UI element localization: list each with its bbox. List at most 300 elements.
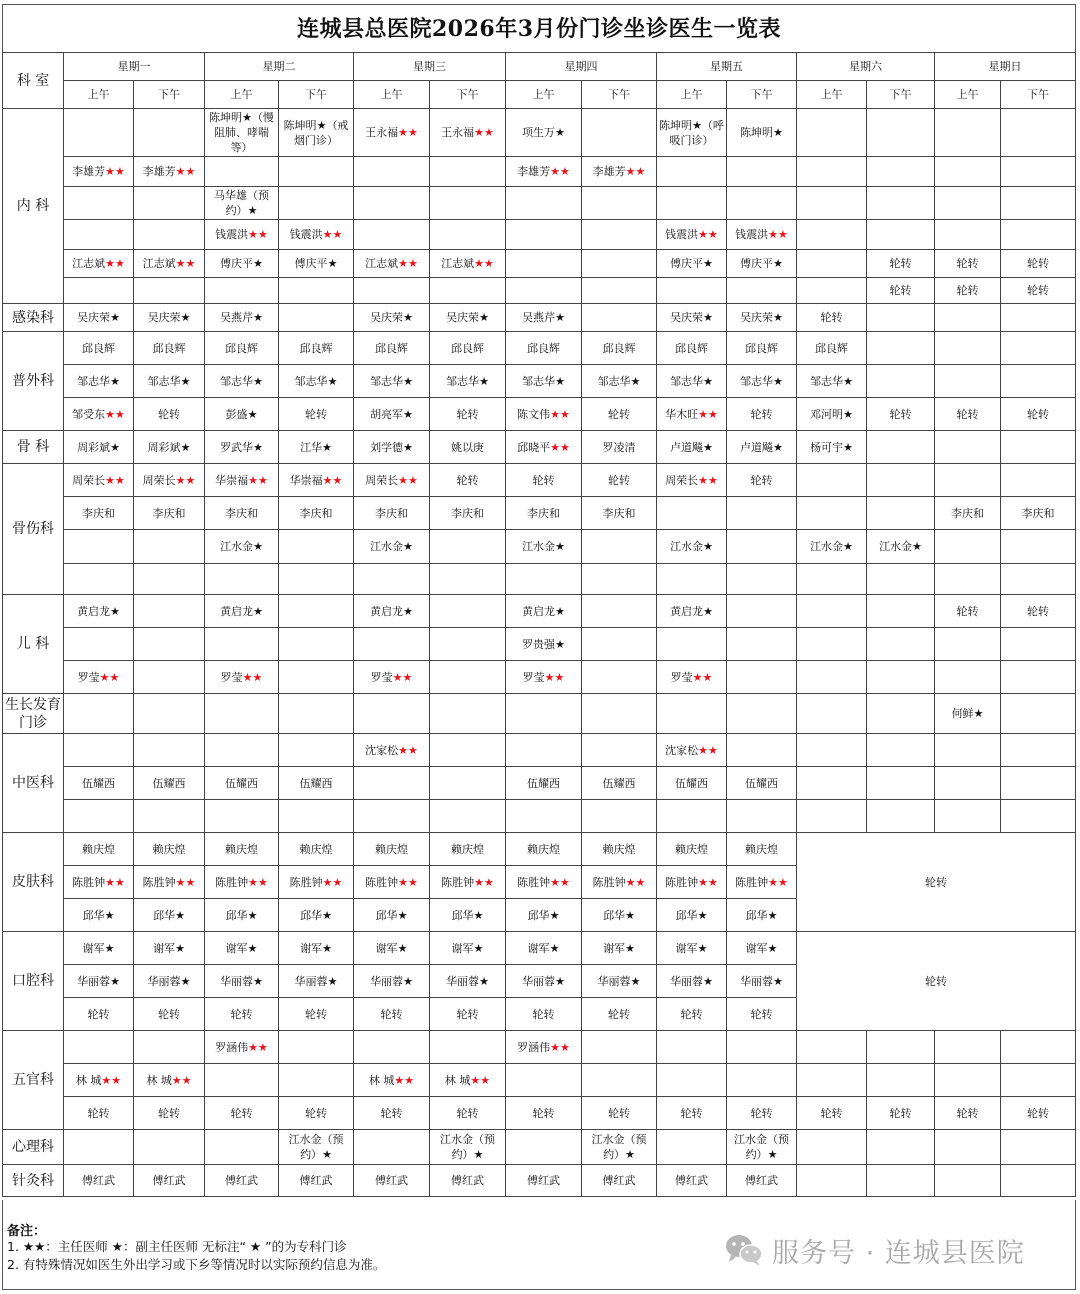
associate-physician-star-icon: ★ — [110, 374, 120, 388]
doctor-cell — [430, 1031, 506, 1064]
doctor-cell: 黄启龙★ — [354, 595, 430, 628]
associate-physician-star-icon: ★ — [175, 941, 185, 955]
doctor-cell — [354, 628, 430, 661]
doctor-cell — [354, 157, 430, 187]
chief-physician-star-icon: ★★ — [322, 473, 343, 487]
chief-physician-star-icon: ★★ — [470, 1073, 491, 1087]
doctor-cell — [279, 628, 354, 661]
doctor-cell: 钱震洪★★ — [279, 220, 354, 250]
doctor-cell: 轮转 — [430, 464, 506, 497]
doctor-cell: 罗涵伟★★ — [205, 1031, 279, 1064]
doctor-cell: 罗贵强★ — [506, 628, 582, 661]
associate-physician-star-icon: ★ — [555, 126, 565, 139]
doctor-cell — [867, 497, 935, 530]
associate-physician-star-icon: ★ — [912, 540, 922, 553]
doctor-cell — [64, 628, 134, 661]
department-header: 科 室 — [3, 53, 64, 109]
doctor-cell — [935, 464, 1001, 497]
doctor-cell: 轮转 — [64, 998, 134, 1031]
doctor-cell: 华崇福★★ — [279, 464, 354, 497]
afternoon-header: 下午 — [727, 81, 797, 109]
associate-physician-star-icon: ★ — [322, 941, 332, 955]
schedule-row — [3, 497, 1076, 530]
doctor-cell: 邱晓平★★ — [506, 431, 582, 464]
doctor-cell: 邱良辉 — [354, 332, 430, 365]
doctor-cell — [935, 1064, 1001, 1097]
doctor-cell: 轮转 — [797, 1097, 867, 1130]
associate-physician-star-icon: ★ — [703, 311, 713, 324]
chief-physician-star-icon: ★★ — [398, 257, 418, 270]
morning-header: 上午 — [354, 81, 430, 109]
doctor-cell: 赖庆煌 — [354, 833, 430, 866]
doctor-cell: 轮转 — [935, 398, 1001, 431]
doctor-cell — [354, 1031, 430, 1064]
doctor-cell: 轮转 — [64, 1097, 134, 1130]
doctor-cell: 林 城★★ — [134, 1064, 205, 1097]
doctor-cell: 罗莹★★ — [354, 661, 430, 694]
associate-physician-star-icon: ★ — [180, 374, 191, 388]
associate-physician-star-icon: ★ — [403, 407, 413, 421]
chief-physician-star-icon: ★★ — [175, 257, 196, 270]
doctor-cell — [354, 564, 430, 595]
schedule-row — [3, 1130, 1076, 1165]
associate-physician-star-icon: ★ — [110, 440, 120, 454]
doctor-cell: 邱华★ — [582, 899, 657, 932]
doctor-cell — [1001, 734, 1076, 767]
doctor-cell: 轮转 — [582, 998, 657, 1031]
doctor-cell: 李雄芳★★ — [64, 157, 134, 187]
doctor-cell: 邱华★ — [727, 899, 797, 932]
doctor-cell — [506, 187, 582, 220]
doctor-cell: 林 城★★ — [430, 1064, 506, 1097]
doctor-cell — [1001, 304, 1076, 332]
chief-physician-star-icon: ★★ — [692, 670, 713, 684]
associate-physician-star-icon: ★ — [247, 407, 258, 421]
chief-physician-star-icon: ★★ — [322, 875, 343, 889]
doctor-cell: 谢军★ — [205, 932, 279, 965]
wechat-icon — [724, 1232, 764, 1268]
associate-physician-star-icon: ★ — [843, 407, 853, 421]
doctor-cell — [797, 464, 867, 497]
doctor-cell — [64, 220, 134, 250]
doctor-cell: 赖庆煌 — [134, 833, 205, 866]
associate-physician-star-icon: ★ — [555, 974, 565, 988]
doctor-cell — [279, 304, 354, 332]
doctor-cell — [935, 109, 1001, 157]
doctor-cell — [205, 278, 279, 304]
doctor-cell: 罗凌清 — [582, 431, 657, 464]
afternoon-header: 下午 — [134, 81, 205, 109]
department-name: 针灸科 — [3, 1165, 64, 1197]
doctor-cell: 赖庆煌 — [727, 833, 797, 866]
schedule-row — [3, 661, 1076, 694]
doctor-cell — [205, 1064, 279, 1097]
doctor-cell: 李雄芳★★ — [134, 157, 205, 187]
doctor-cell: 傅红武 — [430, 1165, 506, 1197]
doctor-cell — [797, 1165, 867, 1197]
schedule-row — [3, 220, 1076, 250]
chief-physician-star-icon: ★★ — [768, 875, 788, 889]
doctor-cell: 伍耀西 — [506, 767, 582, 800]
doctor-cell: 陈胜钟★★ — [205, 866, 279, 899]
chief-physician-star-icon: ★★ — [398, 473, 418, 487]
doctor-cell: 邱华★ — [430, 899, 506, 932]
doctor-cell — [279, 157, 354, 187]
doctor-cell: 轮转 — [134, 1097, 205, 1130]
doctor-cell: 谢军★ — [506, 932, 582, 965]
doctor-cell: 谢军★ — [134, 932, 205, 965]
doctor-cell — [582, 278, 657, 304]
doctor-cell — [1001, 767, 1076, 800]
doctor-cell: 轮转 — [354, 998, 430, 1031]
weekday-header: 星期二 — [205, 53, 354, 81]
department-name: 皮肤科 — [3, 833, 64, 932]
doctor-cell: 轮转 — [430, 1097, 506, 1130]
doctor-cell — [657, 187, 727, 220]
doctor-cell: 赖庆煌 — [279, 833, 354, 866]
watermark — [724, 1228, 1025, 1272]
doctor-cell — [867, 628, 935, 661]
doctor-cell — [205, 800, 279, 833]
doctor-cell — [797, 109, 867, 157]
doctor-cell: 邹志华★ — [64, 365, 134, 398]
associate-physician-star-icon: ★ — [843, 540, 853, 553]
associate-physician-star-icon: ★ — [403, 311, 413, 324]
doctor-cell: 轮转 — [935, 595, 1001, 628]
doctor-cell — [64, 530, 134, 564]
doctor-cell: 吴燕芹★ — [506, 304, 582, 332]
doctor-cell — [134, 1031, 205, 1064]
associate-physician-star-icon: ★ — [473, 1148, 484, 1161]
doctor-cell: 邹志华★ — [279, 365, 354, 398]
department-name: 生长发育门诊 — [3, 694, 64, 734]
schedule-table — [2, 52, 1076, 1197]
doctor-cell — [279, 278, 354, 304]
doctor-cell — [1001, 694, 1076, 734]
chief-physician-star-icon: ★★ — [392, 670, 413, 684]
department-name: 骨 科 — [3, 431, 64, 464]
schedule-row — [3, 628, 1076, 661]
associate-physician-star-icon: ★ — [692, 118, 702, 132]
doctor-cell — [797, 628, 867, 661]
associate-physician-star-icon: ★ — [247, 941, 258, 955]
watermark-text: 服务号 · 连城县医院 — [772, 1237, 1025, 1269]
schedule-row — [3, 398, 1076, 431]
associate-physician-star-icon: ★ — [549, 908, 560, 922]
schedule-row — [3, 431, 1076, 464]
doctor-cell — [506, 1064, 582, 1097]
doctor-cell: 黄启龙★ — [205, 595, 279, 628]
associate-physician-star-icon: ★ — [767, 908, 778, 922]
chief-physician-star-icon: ★★ — [550, 1040, 570, 1054]
doctor-cell: 李庆和 — [430, 497, 506, 530]
doctor-cell — [506, 1130, 582, 1165]
doctor-cell — [657, 157, 727, 187]
doctor-cell — [867, 187, 935, 220]
department-name: 中医科 — [3, 734, 64, 833]
doctor-cell: 陈坤明★（戒烟门诊） — [279, 109, 354, 157]
associate-physician-star-icon: ★ — [327, 974, 338, 988]
doctor-cell: 周荣长★★ — [354, 464, 430, 497]
associate-physician-star-icon: ★ — [555, 311, 565, 324]
afternoon-header: 下午 — [1001, 81, 1076, 109]
associate-physician-star-icon: ★ — [630, 974, 641, 988]
doctor-cell: 吴庆荣★ — [657, 304, 727, 332]
schedule-row — [3, 250, 1076, 278]
doctor-cell: 赖庆煌 — [657, 833, 727, 866]
doctor-cell: 轮转 — [1001, 1097, 1076, 1130]
doctor-cell — [582, 661, 657, 694]
doctor-cell: 吴庆荣★ — [727, 304, 797, 332]
associate-physician-star-icon: ★ — [479, 311, 489, 324]
associate-physician-star-icon: ★ — [403, 540, 413, 553]
doctor-cell — [279, 564, 354, 595]
doctor-cell: 周荣长★★ — [134, 464, 205, 497]
doctor-cell: 李庆和 — [1001, 497, 1076, 530]
chief-physician-star-icon: ★★ — [698, 407, 718, 421]
chief-physician-star-icon: ★★ — [99, 670, 120, 684]
doctor-cell — [867, 304, 935, 332]
doctor-cell — [582, 109, 657, 157]
associate-physician-star-icon: ★ — [403, 440, 413, 454]
associate-physician-star-icon: ★ — [253, 257, 263, 270]
doctor-cell: 轮转 — [867, 278, 935, 304]
chief-physician-star-icon: ★★ — [322, 228, 343, 241]
doctor-cell — [205, 734, 279, 767]
doctor-cell: 彭盛★ — [205, 398, 279, 431]
doctor-cell: 轮转 — [1001, 595, 1076, 628]
chief-physician-star-icon: ★★ — [625, 165, 646, 178]
doctor-cell: 轮转 — [1001, 278, 1076, 304]
doctor-cell: 轮转 — [582, 1097, 657, 1130]
page-title: 连城县总医院2026年3月份门诊坐诊医生一览表 — [2, 4, 1076, 52]
doctor-cell: 轮转 — [727, 464, 797, 497]
doctor-cell: 华丽蓉★ — [205, 965, 279, 998]
doctor-cell — [867, 694, 935, 734]
associate-physician-star-icon: ★ — [247, 908, 258, 922]
associate-physician-star-icon: ★ — [555, 637, 565, 651]
doctor-cell — [727, 278, 797, 304]
doctor-cell — [279, 187, 354, 220]
doctor-cell — [797, 220, 867, 250]
chief-physician-star-icon: ★★ — [171, 1073, 192, 1087]
weekend-rotation-cell: 轮转 — [797, 932, 1076, 1031]
doctor-cell — [354, 767, 430, 800]
doctor-cell: 林 城★★ — [64, 1064, 134, 1097]
weekday-header: 星期一 — [64, 53, 205, 81]
doctor-cell: 伍耀西 — [657, 767, 727, 800]
associate-physician-star-icon: ★ — [242, 111, 252, 124]
doctor-cell — [134, 694, 205, 734]
doctor-cell — [867, 1031, 935, 1064]
schedule-row — [3, 800, 1076, 833]
doctor-cell: 李庆和 — [935, 497, 1001, 530]
doctor-cell: 江志斌★★ — [430, 250, 506, 278]
doctor-cell — [279, 661, 354, 694]
doctor-cell: 李庆和 — [582, 497, 657, 530]
doctor-cell — [64, 109, 134, 157]
doctor-cell — [506, 800, 582, 833]
doctor-cell: 陈胜钟★★ — [727, 866, 797, 899]
doctor-cell — [935, 767, 1001, 800]
doctor-cell — [279, 1064, 354, 1097]
doctor-cell: 李雄芳★★ — [582, 157, 657, 187]
doctor-cell — [935, 661, 1001, 694]
doctor-cell: 邹受东★★ — [64, 398, 134, 431]
doctor-cell — [1001, 157, 1076, 187]
doctor-cell: 谢军★ — [582, 932, 657, 965]
doctor-cell — [1001, 800, 1076, 833]
doctor-cell: 华丽蓉★ — [430, 965, 506, 998]
doctor-cell — [430, 595, 506, 628]
notes-line-1: 1. ★★：主任医师 ★：副主任医师 无标注“ ★ ”的为专科门诊 — [7, 1239, 347, 1254]
schedule-row — [3, 1064, 1076, 1097]
doctor-cell: 卢道飚★ — [657, 431, 727, 464]
schedule-row — [3, 932, 1076, 965]
notes-line-2: 2. 有特殊情况如医生外出学习或下乡等情况时以实际预约信息为准。 — [7, 1257, 386, 1272]
doctor-cell — [867, 1130, 935, 1165]
doctor-cell: 吴庆荣★ — [134, 304, 205, 332]
doctor-cell — [279, 1031, 354, 1064]
doctor-cell: 邱良辉 — [134, 332, 205, 365]
associate-physician-star-icon: ★ — [555, 540, 565, 553]
doctor-cell — [430, 530, 506, 564]
doctor-cell — [582, 304, 657, 332]
doctor-cell — [867, 595, 935, 628]
afternoon-header: 下午 — [279, 81, 354, 109]
doctor-cell: 伍耀西 — [582, 767, 657, 800]
doctor-cell — [867, 767, 935, 800]
chief-physician-star-icon: ★★ — [105, 875, 125, 889]
associate-physician-star-icon: ★ — [703, 374, 713, 388]
chief-physician-star-icon: ★★ — [625, 875, 646, 889]
doctor-cell: 邹志华★ — [430, 365, 506, 398]
associate-physician-star-icon: ★ — [110, 974, 120, 988]
chief-physician-star-icon: ★★ — [550, 875, 570, 889]
doctor-cell — [657, 628, 727, 661]
chief-physician-star-icon: ★★ — [242, 670, 263, 684]
doctor-cell: 轮转 — [935, 250, 1001, 278]
chief-physician-star-icon: ★★ — [550, 440, 570, 454]
doctor-cell: 江华★ — [279, 431, 354, 464]
doctor-cell: 轮转 — [867, 1097, 935, 1130]
doctor-cell — [506, 734, 582, 767]
doctor-cell — [935, 1130, 1001, 1165]
doctor-cell: 轮转 — [430, 398, 506, 431]
doctor-cell — [582, 595, 657, 628]
doctor-cell: 轮转 — [935, 278, 1001, 304]
associate-physician-star-icon: ★ — [247, 204, 258, 217]
doctor-cell: 华丽蓉★ — [134, 965, 205, 998]
doctor-cell — [134, 595, 205, 628]
doctor-cell — [582, 530, 657, 564]
doctor-cell — [727, 530, 797, 564]
doctor-cell: 赖庆煌 — [64, 833, 134, 866]
doctor-cell: 陈胜钟★★ — [657, 866, 727, 899]
doctor-cell: 吴庆荣★ — [64, 304, 134, 332]
doctor-cell: 轮转 — [1001, 398, 1076, 431]
doctor-cell: 陈胜钟★★ — [64, 866, 134, 899]
doctor-cell — [797, 694, 867, 734]
doctor-cell: 江水金★ — [797, 530, 867, 564]
doctor-cell — [797, 595, 867, 628]
doctor-cell: 江水金★ — [205, 530, 279, 564]
doctor-cell — [582, 564, 657, 595]
doctor-cell — [797, 187, 867, 220]
doctor-cell — [935, 800, 1001, 833]
doctor-cell — [867, 661, 935, 694]
morning-header: 上午 — [797, 81, 867, 109]
doctor-cell — [867, 734, 935, 767]
chief-physician-star-icon: ★★ — [248, 1040, 268, 1054]
associate-physician-star-icon: ★ — [555, 374, 565, 388]
doctor-cell: 傅红武 — [354, 1165, 430, 1197]
chief-physician-star-icon: ★★ — [248, 473, 268, 487]
doctor-cell — [506, 220, 582, 250]
doctor-cell: 轮转 — [354, 1097, 430, 1130]
doctor-cell: 华崇福★★ — [205, 464, 279, 497]
doctor-cell: 李庆和 — [134, 497, 205, 530]
doctor-cell: 华丽蓉★ — [354, 965, 430, 998]
doctor-cell: 江志斌★★ — [64, 250, 134, 278]
doctor-cell: 李庆和 — [354, 497, 430, 530]
doctor-cell — [935, 157, 1001, 187]
weekday-header: 星期日 — [935, 53, 1076, 81]
doctor-cell — [797, 1130, 867, 1165]
doctor-cell — [64, 564, 134, 595]
doctor-cell — [1001, 1130, 1076, 1165]
doctor-cell — [64, 734, 134, 767]
doctor-cell — [430, 694, 506, 734]
doctor-cell: 华丽蓉★ — [279, 965, 354, 998]
doctor-cell — [354, 278, 430, 304]
doctor-cell — [582, 1031, 657, 1064]
doctor-cell: 黄启龙★ — [657, 595, 727, 628]
morning-header: 上午 — [935, 81, 1001, 109]
doctor-cell: 轮转 — [506, 464, 582, 497]
doctor-cell — [1001, 332, 1076, 365]
doctor-cell: 陈胜钟★★ — [506, 866, 582, 899]
doctor-cell: 邱华★ — [354, 899, 430, 932]
doctor-cell: 项生万★ — [506, 109, 582, 157]
associate-physician-star-icon: ★ — [253, 974, 263, 988]
associate-physician-star-icon: ★ — [253, 311, 263, 324]
doctor-cell: 谢军★ — [279, 932, 354, 965]
notes-heading: 备注： — [7, 1224, 47, 1239]
doctor-cell — [867, 464, 935, 497]
doctor-cell: 傅红武 — [582, 1165, 657, 1197]
doctor-cell: 轮转 — [134, 398, 205, 431]
doctor-cell: 邱华★ — [134, 899, 205, 932]
schedule-row — [3, 564, 1076, 595]
associate-physician-star-icon: ★ — [703, 974, 713, 988]
doctor-cell — [727, 628, 797, 661]
doctor-cell: 傅红武 — [657, 1165, 727, 1197]
doctor-cell — [582, 187, 657, 220]
doctor-cell — [64, 187, 134, 220]
doctor-cell — [205, 1130, 279, 1165]
doctor-cell: 钱震洪★★ — [205, 220, 279, 250]
doctor-cell: 江志斌★★ — [354, 250, 430, 278]
doctor-cell: 邱华★ — [205, 899, 279, 932]
doctor-cell — [134, 278, 205, 304]
schedule-row — [3, 464, 1076, 497]
doctor-cell: 周荣长★★ — [64, 464, 134, 497]
doctor-cell: 周彩斌★ — [64, 431, 134, 464]
doctor-cell: 伍耀西 — [134, 767, 205, 800]
chief-physician-star-icon: ★★ — [698, 875, 718, 889]
morning-header: 上午 — [64, 81, 134, 109]
